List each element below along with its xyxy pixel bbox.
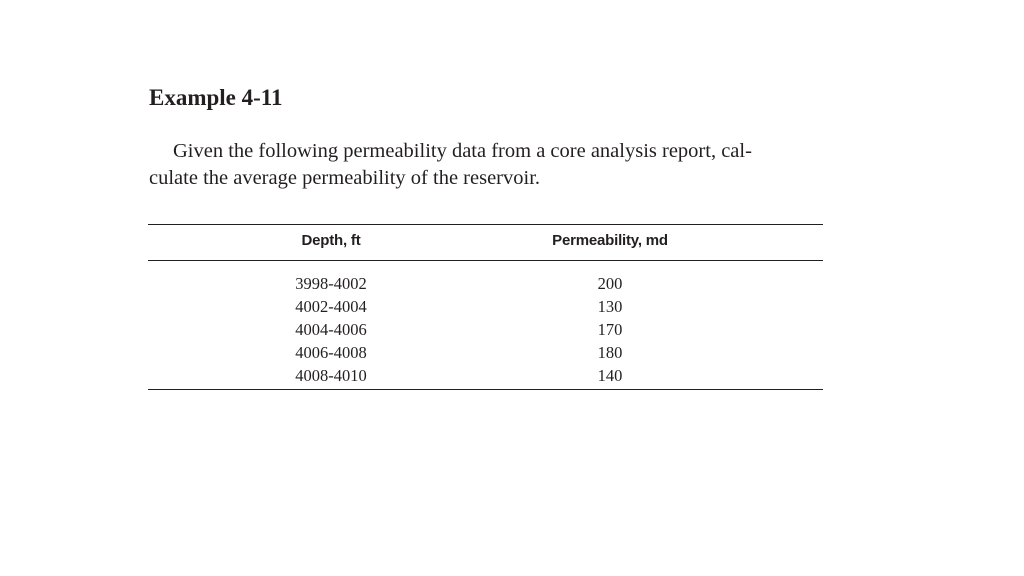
cell-depth: 4002-4004 (295, 297, 367, 316)
table-top-rule (148, 224, 823, 225)
permeability-column (598, 272, 623, 387)
cell-permeability: 180 (597, 343, 623, 362)
header-depth: Depth, ft (301, 232, 361, 249)
problem-statement-line-2: culate the average permeability of the reservoir. (149, 167, 541, 189)
cell-depth: 4008-4010 (295, 366, 367, 385)
header-permeability: Permeability, md (552, 232, 668, 249)
cell-permeability: 200 (597, 274, 623, 293)
cell-permeability: 130 (597, 297, 623, 316)
table-header-rule (148, 260, 823, 261)
cell-depth: 4006-4008 (295, 343, 367, 362)
example-title: Example 4-11 (149, 85, 283, 110)
cell-permeability: 140 (597, 366, 623, 385)
table-bottom-rule (148, 389, 823, 390)
problem-statement-line-1: Given the following permeability data from a core analysis report, cal- (173, 140, 752, 162)
cell-depth: 4004-4006 (295, 320, 367, 339)
problem-statement (149, 138, 829, 192)
depth-column (295, 272, 367, 387)
cell-depth: 3998-4002 (295, 274, 367, 293)
cell-permeability: 170 (597, 320, 623, 339)
